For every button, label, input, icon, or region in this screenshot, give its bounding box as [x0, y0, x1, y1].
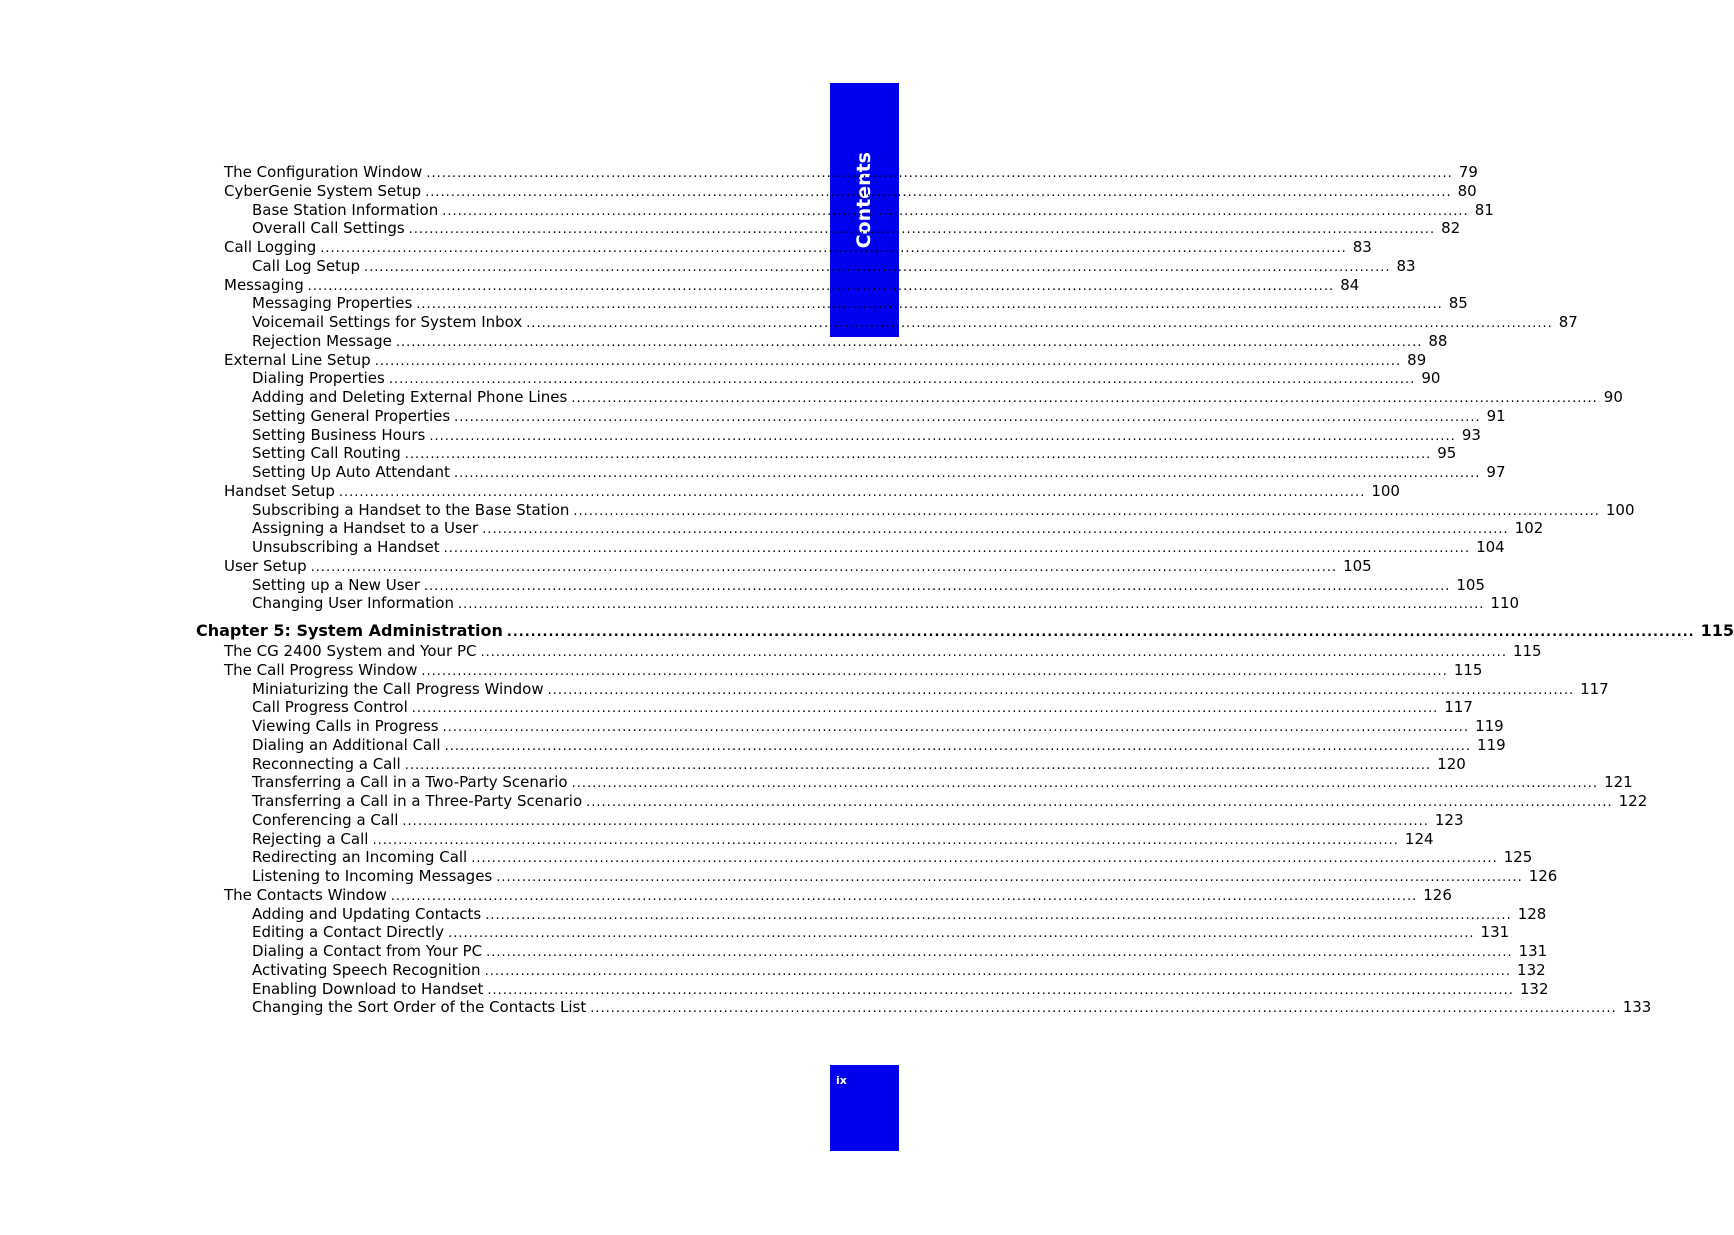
toc-entry-title: Changing User Information — [252, 594, 458, 612]
toc-page-number: 105 — [1337, 557, 1372, 575]
toc-entry-title: The Contacts Window — [224, 886, 391, 904]
toc-chapter-entry[interactable] — [196, 621, 1734, 640]
toc-entry-title: The CG 2400 System and Your PC — [224, 642, 480, 660]
toc-entry-title: Base Station Information — [252, 201, 442, 219]
toc-leader-dots: ........................................................................................................................................................................................................ — [320, 241, 1347, 256]
toc-leader-dots: ........................................................................................................................................................................................................ — [482, 522, 1509, 538]
toc-entry[interactable] — [224, 163, 1478, 181]
toc-page-number: 82 — [1435, 219, 1460, 237]
toc-leader-dots: ........................................................................................................................................................................................................ — [402, 813, 1429, 829]
toc-entry-title: Subscribing a Handset to the Base Station — [252, 501, 573, 519]
toc-entry-title: CyberGenie System Setup — [224, 182, 425, 200]
toc-page-number: 125 — [1498, 848, 1533, 866]
toc-entry-title: Setting up a New User — [252, 576, 424, 594]
toc-page-number: 126 — [1523, 867, 1558, 885]
toc-page-number: 110 — [1484, 594, 1519, 612]
toc-leader-dots: ........................................................................................................................................................................................................ — [586, 795, 1613, 810]
toc-page-number: 131 — [1475, 923, 1510, 941]
toc-entry-title: Assigning a Handset to a User — [252, 519, 482, 537]
toc-entry[interactable] — [252, 538, 1505, 556]
toc-entry[interactable] — [252, 313, 1578, 331]
toc-page-number: 122 — [1613, 792, 1648, 810]
toc-leader-dots: ........................................................................................................................................................................................................ — [471, 851, 1498, 867]
toc-leader-dots: ........................................................................................................................................................................................................ — [411, 701, 1439, 717]
toc-page-number: 97 — [1480, 463, 1505, 481]
toc-leader-dots: ........................................................................................................................................................................................................ — [421, 663, 1448, 679]
toc-entry[interactable] — [252, 679, 1609, 698]
toc-entry[interactable] — [252, 444, 1457, 463]
toc-leader-dots: ........................................................................................................................................................................................................ — [404, 447, 1432, 463]
toc-entry[interactable] — [224, 660, 1483, 679]
toc-leader-dots: ........................................................................................................................................................................................................ — [506, 625, 1695, 640]
toc-entry[interactable] — [224, 238, 1372, 256]
toc-entry-title: Setting General Properties — [252, 407, 454, 425]
toc-entry[interactable] — [252, 717, 1504, 735]
toc-page-number: 126 — [1417, 886, 1452, 904]
contents-tab-label: Contents — [853, 152, 875, 249]
page-number: ix — [836, 1074, 847, 1087]
toc-entry[interactable] — [252, 698, 1473, 717]
toc-entry[interactable] — [224, 642, 1542, 660]
toc-leader-dots: ........................................................................................................................................................................................................ — [571, 391, 1598, 406]
toc-entry-title: Redirecting an Incoming Call — [252, 848, 471, 866]
toc-page-number: 133 — [1617, 998, 1652, 1016]
toc-entry[interactable] — [252, 998, 1652, 1017]
toc-page-number: 128 — [1512, 905, 1547, 923]
toc-entry-title: External Line Setup — [224, 351, 375, 369]
toc-entry-title: Activating Speech Recognition — [252, 961, 485, 979]
toc-leader-dots: ........................................................................................................................................................................................................ — [310, 559, 1338, 575]
toc-leader-dots: ........................................................................................................................................................................................................ — [571, 776, 1599, 792]
toc-page-number: 88 — [1422, 332, 1447, 350]
toc-entry-title: Setting Business Hours — [252, 426, 429, 444]
toc-page-number: 84 — [1334, 276, 1359, 294]
toc-entry-title: Transferring a Call in a Three-Party Scenario — [252, 792, 586, 810]
toc-entry[interactable] — [252, 848, 1533, 867]
toc-leader-dots: ........................................................................................................................................................................................................ — [487, 982, 1514, 998]
toc-entry-title: Conferencing a Call — [252, 811, 402, 829]
toc-entry-title: Handset Setup — [224, 482, 339, 500]
toc-page-number: 100 — [1600, 501, 1635, 519]
toc-leader-dots: ........................................................................................................................................................................................................ — [364, 259, 1391, 275]
toc-entry[interactable] — [252, 773, 1633, 792]
toc-entry-title: Setting Up Auto Attendant — [252, 463, 454, 481]
toc-page-number: 117 — [1438, 698, 1473, 716]
toc-entry-title: Dialing an Additional Call — [252, 736, 445, 754]
toc-leader-dots: ........................................................................................................................................................................................................ — [448, 926, 1475, 942]
toc-leader-dots: ........................................................................................................................................................................................................ — [573, 503, 1600, 519]
toc-page-number: 124 — [1399, 830, 1434, 848]
toc-entry-title: Rejecting a Call — [252, 830, 372, 848]
toc-entry[interactable] — [252, 369, 1441, 388]
toc-entry[interactable] — [252, 594, 1520, 613]
toc-leader-dots: ........................................................................................................................................................................................................ — [590, 1001, 1617, 1017]
toc-entry[interactable] — [224, 885, 1452, 904]
toc-leader-dots: ........................................................................................................................................................................................................ — [457, 597, 1485, 613]
toc-entry-title: The Call Progress Window — [224, 661, 421, 679]
toc-page-number: 120 — [1431, 755, 1466, 773]
toc-leader-dots: ........................................................................................................................................................................................................ — [390, 888, 1418, 904]
toc-leader-dots: ........................................................................................................................................................................................................ — [395, 334, 1423, 350]
toc-leader-dots: ........................................................................................................................................................................................................ — [372, 832, 1399, 848]
toc-entry[interactable] — [224, 556, 1372, 575]
toc-entry-title: Miniaturizing the Call Progress Window — [252, 680, 548, 698]
toc-entry-title: Chapter 5: System Administration — [196, 622, 507, 640]
toc-page-number: 131 — [1513, 942, 1548, 960]
toc-entry-title: Listening to Incoming Messages — [252, 867, 496, 885]
toc-entry[interactable] — [252, 406, 1506, 425]
toc-entry-title: Call Logging — [224, 238, 320, 256]
toc-leader-dots: ........................................................................................................................................................................................................ — [526, 316, 1553, 331]
toc-entry[interactable] — [252, 425, 1481, 444]
toc-entry-title: Changing the Sort Order of the Contacts List — [252, 998, 590, 1016]
toc-entry[interactable] — [252, 500, 1635, 519]
toc-page-number: 79 — [1453, 163, 1478, 181]
toc-entry-title: The Configuration Window — [224, 163, 426, 181]
toc-page-number: 115 — [1507, 642, 1542, 660]
toc-page-number: 123 — [1429, 811, 1464, 829]
toc-entry-title: Dialing a Contact from Your PC — [252, 942, 486, 960]
toc-entry[interactable] — [252, 256, 1416, 275]
toc-entry[interactable] — [252, 294, 1468, 313]
toc-entry[interactable] — [252, 829, 1434, 848]
toc-page-number: 121 — [1598, 773, 1633, 791]
toc-leader-dots: ........................................................................................................................................................................................................ — [388, 372, 1416, 388]
toc-page-number: 85 — [1443, 294, 1468, 312]
toc-page-number: 90 — [1598, 388, 1623, 406]
toc-entry[interactable] — [252, 200, 1494, 219]
toc-leader-dots: ........................................................................................................................................................................................................ — [307, 278, 1335, 294]
page-number-tab — [830, 1065, 899, 1151]
toc-leader-dots: ........................................................................................................................................................................................................ — [404, 757, 1432, 773]
toc-page-number: 119 — [1471, 736, 1506, 754]
toc-page-number: 132 — [1514, 980, 1549, 998]
toc-leader-dots: ........................................................................................................................................................................................................ — [453, 466, 1481, 481]
toc-entry-title: Call Log Setup — [252, 257, 364, 275]
toc-entry-title: Adding and Updating Contacts — [252, 905, 485, 923]
toc-entry-title: Reconnecting a Call — [252, 755, 405, 773]
toc-leader-dots: ........................................................................................................................................................................................................ — [442, 203, 1469, 219]
toc-page-number: 91 — [1481, 407, 1506, 425]
toc-entry[interactable] — [252, 867, 1558, 885]
toc-leader-dots: ........................................................................................................................................................................................................ — [480, 645, 1507, 660]
toc-entry[interactable] — [252, 388, 1623, 406]
toc-leader-dots: ........................................................................................................................................................................................................ — [443, 541, 1471, 556]
toc-entry[interactable] — [252, 979, 1549, 998]
toc-entry-title: Unsubscribing a Handset — [252, 538, 444, 556]
toc-page-number: 83 — [1390, 257, 1415, 275]
toc-page-number: 90 — [1415, 369, 1440, 387]
toc-entry-title: Transferring a Call in a Two-Party Scenario — [252, 773, 572, 791]
toc-entry-title: Viewing Calls in Progress — [252, 717, 443, 735]
toc-page-number: 105 — [1450, 576, 1485, 594]
toc-page-number: 89 — [1401, 351, 1426, 369]
toc-entry[interactable] — [252, 904, 1547, 923]
toc-entry-title: Overall Call Settings — [252, 219, 409, 237]
toc-leader-dots: ........................................................................................................................................................................................................ — [408, 222, 1436, 238]
toc-entry[interactable] — [252, 810, 1464, 829]
toc-leader-dots: ........................................................................................................................................................................................................ — [496, 870, 1523, 885]
toc-entry[interactable] — [252, 960, 1546, 979]
toc-page-number: 80 — [1452, 182, 1477, 200]
toc-entry[interactable] — [252, 463, 1506, 481]
toc-entry[interactable] — [224, 350, 1427, 369]
toc-leader-dots: ........................................................................................................................................................................................................ — [442, 720, 1470, 735]
toc-page-number: 132 — [1511, 961, 1546, 979]
toc-page-number: 119 — [1469, 717, 1504, 735]
toc-leader-dots: ........................................................................................................................................................................................................ — [416, 297, 1443, 313]
toc-entry[interactable] — [252, 575, 1486, 594]
toc-entry[interactable] — [252, 754, 1466, 773]
toc-page-number: 100 — [1365, 482, 1400, 500]
toc-entry[interactable] — [224, 181, 1477, 200]
toc-page-number: 102 — [1509, 519, 1544, 537]
toc-leader-dots: ........................................................................................................................................................................................................ — [423, 578, 1451, 594]
toc-leader-dots: ........................................................................................................................................................................................................ — [429, 428, 1456, 444]
toc-entry-title: Messaging Properties — [252, 294, 416, 312]
toc-leader-dots: ........................................................................................................................................................................................................ — [425, 184, 1452, 200]
toc-entry[interactable] — [252, 942, 1548, 960]
toc-entry-title: Setting Call Routing — [252, 444, 405, 462]
toc-entry[interactable] — [252, 331, 1448, 350]
toc-entry-title: Enabling Download to Handset — [252, 980, 487, 998]
toc-page-number: 83 — [1347, 238, 1372, 256]
toc-entry[interactable] — [252, 923, 1510, 942]
toc-entry-title: Rejection Message — [252, 332, 396, 350]
toc-page-number: 81 — [1469, 201, 1494, 219]
toc-leader-dots: ........................................................................................................................................................................................................ — [338, 484, 1366, 500]
toc-entry[interactable] — [224, 481, 1400, 500]
toc-entry-title: Voicemail Settings for System Inbox — [252, 313, 526, 331]
toc-entry[interactable] — [252, 219, 1461, 238]
toc-page-number: 117 — [1574, 680, 1609, 698]
toc-page-number: 104 — [1470, 538, 1505, 556]
toc-entry-title: Adding and Deleting External Phone Lines — [252, 388, 571, 406]
toc-entry-title: Editing a Contact Directly — [252, 923, 448, 941]
toc-page-number: 95 — [1431, 444, 1456, 462]
toc-entry[interactable] — [252, 792, 1648, 810]
toc-leader-dots: ........................................................................................................................................................................................................ — [444, 738, 1472, 754]
toc-leader-dots: ........................................................................................................................................................................................................ — [486, 945, 1513, 960]
toc-page-number: 93 — [1456, 426, 1481, 444]
toc-page-number: 87 — [1553, 313, 1578, 331]
toc-leader-dots: ........................................................................................................................................................................................................ — [374, 353, 1402, 369]
toc-leader-dots: ........................................................................................................................................................................................................ — [485, 907, 1512, 923]
toc-page-number: 115 — [1448, 661, 1483, 679]
toc-entry-title: Dialing Properties — [252, 369, 389, 387]
toc-entry[interactable] — [224, 275, 1360, 294]
toc-leader-dots: ........................................................................................................................................................................................................ — [454, 409, 1481, 425]
toc-leader-dots: ........................................................................................................................................................................................................ — [426, 166, 1453, 181]
toc-leader-dots: ........................................................................................................................................................................................................ — [547, 682, 1575, 698]
toc-page-number: 115 — [1695, 622, 1734, 640]
toc-entry[interactable] — [252, 735, 1506, 754]
toc-entry-title: Messaging — [224, 276, 308, 294]
toc-entry-title: User Setup — [224, 557, 311, 575]
toc-leader-dots: ........................................................................................................................................................................................................ — [484, 963, 1512, 979]
toc-entry-title: Call Progress Control — [252, 698, 412, 716]
toc-entry[interactable] — [252, 519, 1544, 538]
